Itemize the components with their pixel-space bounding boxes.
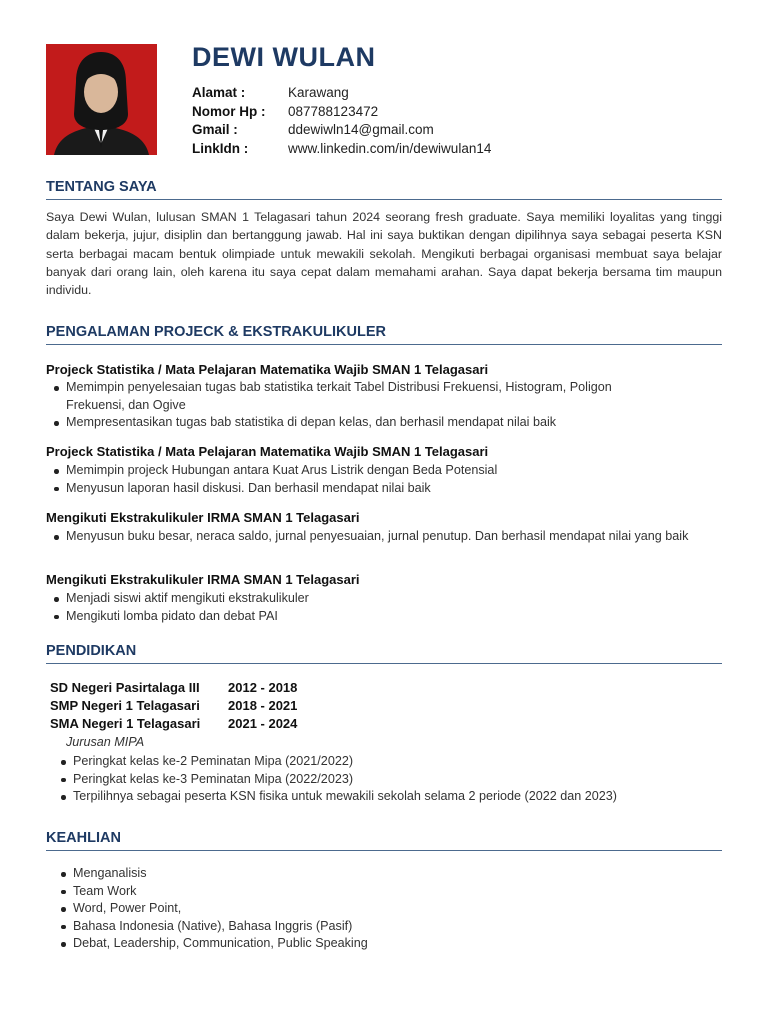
- table-row: SD Negeri Pasirtalaga III 2012 - 2018: [50, 680, 298, 695]
- skills-section-title: KEAHLIAN: [46, 830, 722, 851]
- contact-address: Alamat : Karawang: [192, 85, 349, 100]
- list-item: Peringkat kelas ke-3 Peminatan Mipa (2022/2023): [55, 771, 715, 789]
- experience-heading: Mengikuti Ekstrakulikuler IRMA SMAN 1 Telagasari: [46, 572, 360, 587]
- contact-email: Gmail : ddewiwln14@gmail.com: [192, 122, 434, 137]
- list-item: Terpilihnya sebagai peserta KSN fisika untuk mewakili sekolah selama 2 periode (2022 dan 2023): [55, 788, 715, 806]
- experience-list: [48, 590, 708, 625]
- contact-linkedin: LinkIdn : www.linkedin.com/in/dewiwulan14: [192, 140, 492, 156]
- contact-phone: Nomor Hp : 087788123472: [192, 103, 379, 119]
- skills-list: [55, 865, 655, 953]
- experience-list: [48, 528, 698, 546]
- experience-list: [48, 462, 708, 497]
- experience-section-title: PENGALAMAN PROJECK & EKSTRAKULIKULER: [46, 324, 722, 345]
- contact-info: [192, 84, 491, 158]
- experience-heading: Projeck Statistika / Mata Pelajaran Matematika Wajib SMAN 1 Telagasari: [46, 362, 489, 377]
- achievement-list: [55, 753, 715, 806]
- education-section-title: PENDIDIKAN: [46, 643, 722, 664]
- list-item: Debat, Leadership, Communication, Public Speaking: [55, 935, 655, 953]
- list-item: Menjadi siswi aktif mengikuti ekstrakulikuler: [48, 590, 708, 608]
- experience-list: [48, 379, 658, 432]
- about-text: Saya Dewi Wulan, lulusan SMAN 1 Telagasari tahun 2024 seorang fresh graduate. Saya memiliki loyalitas yang tinggi dalam bekerja, jujur, disiplin dan bertanggung jawab. Hal ini saya buktikan dengan dipilihnya saya sebagai peserta KSN serta berbagai macam bentuk olimpiade untuk mewakili sekolah. Mengikuti berbagai organisasi membuat saya belajar banyak dari orang lain, oleh karena itu saya cepat dalam memahami arahan. Saya dapat bekerja bersama tim maupun individu.: [46, 210, 722, 298]
- profile-photo: [46, 44, 157, 155]
- education-major: Jurusan MIPA: [66, 735, 145, 749]
- table-row: SMP Negeri 1 Telagasari 2018 - 2021: [50, 698, 298, 713]
- candidate-name: DEWI WULAN: [192, 42, 376, 72]
- list-item: Memimpin penyelesaian tugas bab statistika terkait Tabel Distribusi Frekuensi, Histogram, Poligon Frekuensi, dan Ogive: [48, 379, 658, 414]
- experience-heading: Mengikuti Ekstrakulikuler IRMA SMAN 1 Telagasari: [46, 510, 360, 525]
- list-item: Memimpin projeck Hubungan antara Kuat Arus Listrik dengan Beda Potensial: [48, 462, 708, 480]
- education-table: [50, 679, 297, 733]
- list-item: Team Work: [55, 883, 655, 901]
- experience-heading: Projeck Statistika / Mata Pelajaran Matematika Wajib SMAN 1 Telagasari: [46, 444, 489, 459]
- table-row: SMA Negeri 1 Telagasari 2021 - 2024: [50, 716, 298, 731]
- list-item: Mempresentasikan tugas bab statistika di depan kelas, dan berhasil mendapat nilai baik: [48, 414, 658, 432]
- list-item: Menyusun buku besar, neraca saldo, jurnal penyesuaian, jurnal penutup. Dan berhasil mendapat nilai yang baik: [48, 528, 698, 546]
- list-item: Menganalisis: [55, 865, 655, 883]
- about-section-title: TENTANG SAYA: [46, 179, 722, 200]
- list-item: Peringkat kelas ke-2 Peminatan Mipa (2021/2022): [55, 753, 715, 771]
- list-item: Word, Power Point,: [55, 900, 655, 918]
- list-item: Menyusun laporan hasil diskusi. Dan berhasil mendapat nilai baik: [48, 480, 708, 498]
- list-item: Mengikuti lomba pidato dan debat PAI: [48, 608, 708, 626]
- list-item: Bahasa Indonesia (Native), Bahasa Inggris (Pasif): [55, 918, 655, 936]
